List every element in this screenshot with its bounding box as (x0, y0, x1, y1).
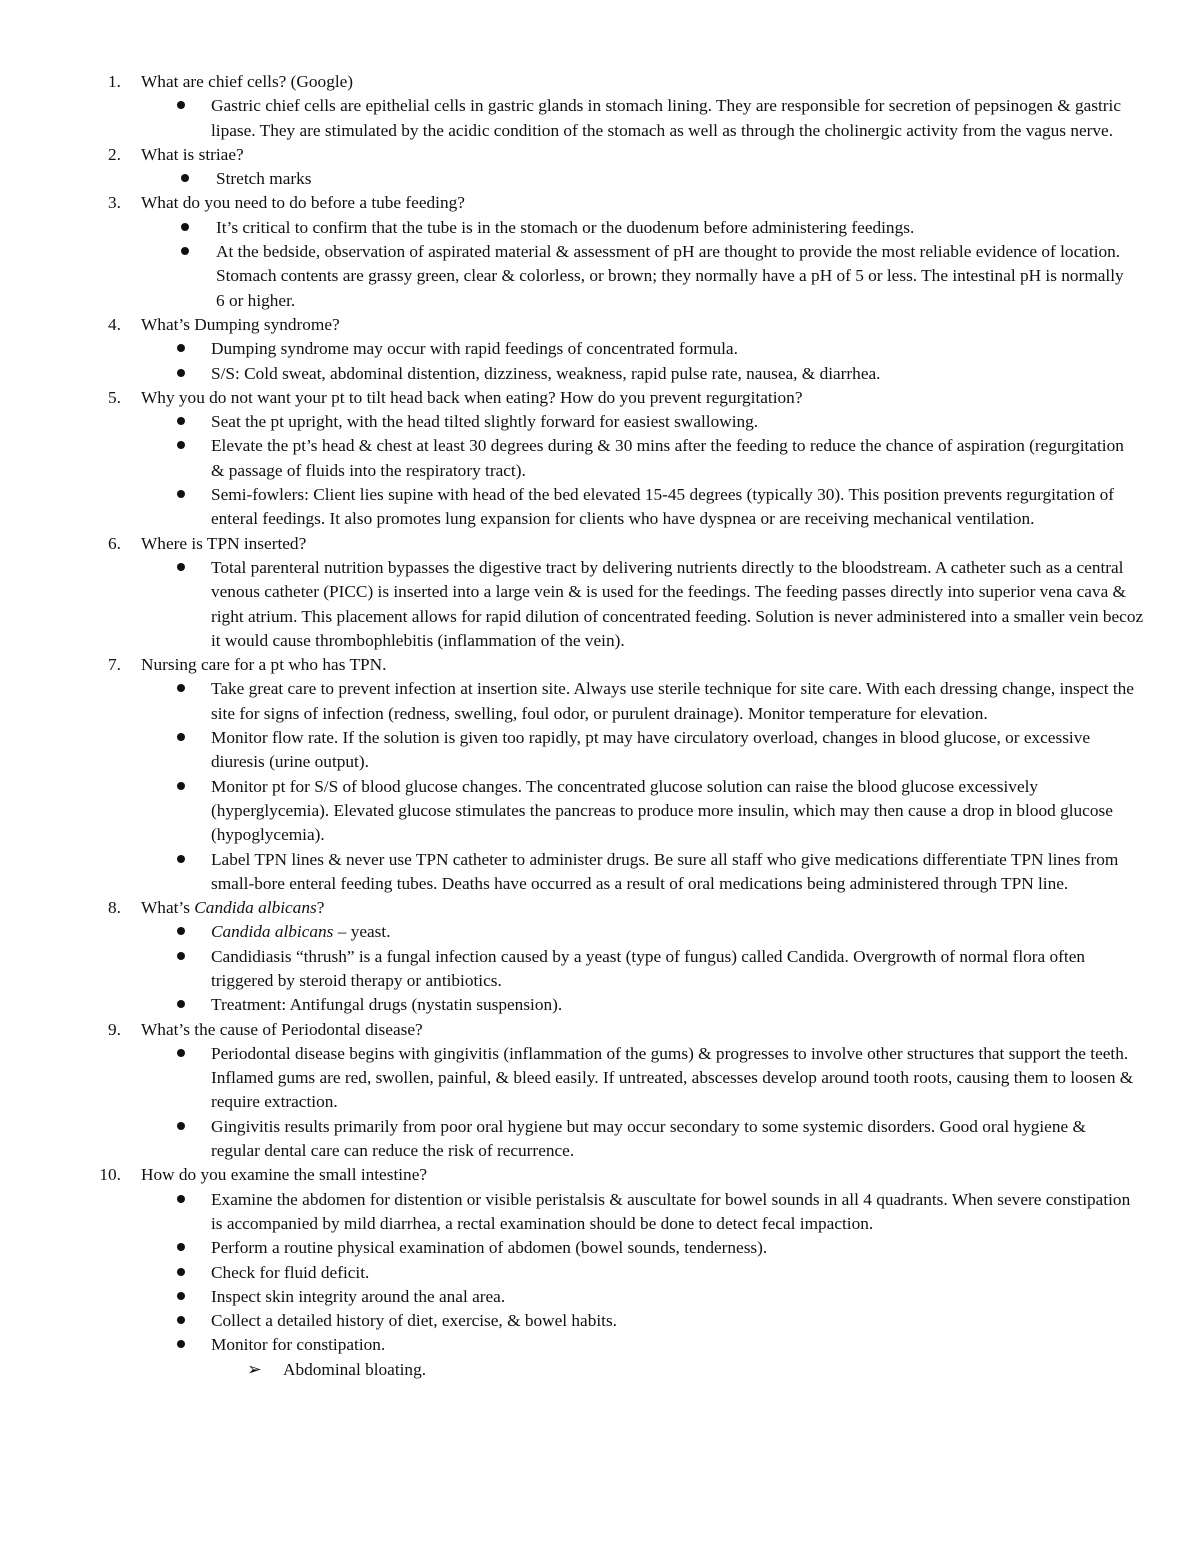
bullet-icon (177, 344, 185, 352)
question-line (0, 1018, 1200, 1042)
list-item (0, 216, 1200, 240)
question-4 (0, 313, 1200, 386)
question-line (0, 653, 1200, 677)
question-line (0, 70, 1200, 94)
question-text-italic: Candida albicans (194, 898, 317, 918)
bullet-text: Inspect skin integrity around the anal area. (211, 1286, 506, 1306)
bullet-icon (177, 782, 185, 790)
bullet-text: Total parenteral nutrition bypasses the digestive tract by delivering nutrients directly to the bloodstream. A catheter such as a central venous catheter (PICC) is inserted into a large vein & is used for the feedings. The feeding passes directly into superior vena cava & right atrium. This placement allows for rapid dilution of concentrated feeding. Solution is never administered into a smaller vein becoz it would cause thrombophlebitis (inflammation of the vein). (211, 557, 1144, 650)
question-number: 10. (99, 1165, 121, 1185)
question-number: 9. (108, 1019, 121, 1039)
question-text-pre: What’s (141, 898, 195, 918)
bullet-icon (177, 1292, 185, 1300)
list-item (0, 920, 1200, 944)
bullet-icon (177, 441, 185, 449)
bullet-text: Monitor pt for S/S of blood glucose changes. The concentrated glucose solution can raise the blood glucose excessively (hyperglycemia). Elevated glucose stimulates the pancreas to produce more insulin, which may then cause a drop in blood glucose (hypoglycemia). (211, 776, 1113, 845)
question-text: Why you do not want your pt to tilt head back when eating? How do you prevent regurgitation? (141, 387, 803, 407)
bullet-text: Periodontal disease begins with gingivitis (inflammation of the gums) & progresses to involve other structures that support the teeth. Inflamed gums are red, swollen, painful, & bleed easily. If untreated, abscesses develop around tooth roots, causing them to loosen & require extraction. (211, 1043, 1134, 1112)
sub-bullet-text: Abdominal bloating. (283, 1359, 427, 1379)
arrow-bullet-icon: ➢ (247, 1359, 262, 1379)
question-9 (0, 1018, 1200, 1164)
bullet-text: Examine the abdomen for distention or visible peristalsis & auscultate for bowel sounds in all 4 quadrants. When severe constipation is accompanied by mild diarrhea, a rectal examination should be done to detect fecal impaction. (211, 1189, 1131, 1233)
bullet-icon (177, 1340, 185, 1348)
bullet-text: Monitor for constipation. (211, 1335, 386, 1355)
bullet-text: Stretch marks (216, 169, 312, 189)
question-line (0, 143, 1200, 167)
bullet-text: Elevate the pt’s head & chest at least 30 degrees during & 30 mins after the feeding to reduce the chance of aspiration (regurgitation & passage of fluids into the respiratory tract). (211, 436, 1124, 480)
bullet-icon (181, 223, 189, 231)
bullet-icon (177, 1122, 185, 1130)
bullet-icon (177, 1195, 185, 1203)
bullet-text: Seat the pt upright, with the head tilted slightly forward for easiest swallowing. (211, 412, 759, 432)
list-item (0, 167, 1200, 191)
bullet-icon (177, 369, 185, 377)
bullet-text: Treatment: Antifungal drugs (nystatin suspension). (211, 995, 563, 1015)
bullet-icon (177, 1243, 185, 1251)
bullet-icon (177, 1268, 185, 1276)
bullet-icon (177, 927, 185, 935)
question-8 (0, 896, 1200, 1017)
bullet-text: S/S: Cold sweat, abdominal distention, dizziness, weakness, rapid pulse rate, nausea, & diarrhea. (211, 363, 881, 383)
question-line (0, 532, 1200, 556)
list-item (0, 434, 1200, 483)
question-number: 4. (108, 314, 121, 334)
question-number: 1. (108, 72, 121, 91)
list-item (0, 726, 1200, 775)
question-number: 6. (108, 533, 121, 553)
question-number: 3. (108, 193, 121, 213)
list-item (0, 483, 1200, 532)
question-number: 2. (108, 144, 121, 164)
bullet-text: Check for fluid deficit. (211, 1262, 370, 1282)
bullet-icon (177, 733, 185, 741)
question-text-post: ? (316, 898, 325, 918)
question-text: What is striae? (141, 144, 244, 164)
list-item (0, 1261, 1200, 1285)
question-text: What do you need to do before a tube feeding? (141, 193, 465, 213)
list-item (0, 1042, 1200, 1115)
question-text: What are chief cells? (Google) (141, 72, 354, 91)
bullet-text: Candidiasis “thrush” is a fungal infection caused by a yeast (type of fungus) called Candida. Overgrowth of normal flora often triggered by steroid therapy or antibiotics. (211, 946, 1086, 990)
bullet-text: Take great care to prevent infection at insertion site. Always use sterile technique for site care. With each dressing change, inspect the site for signs of infection (redness, swelling, foul odor, or purulent drainage). Monitor temperature for elevation. (211, 679, 1134, 723)
question-3 (0, 191, 1200, 312)
bullet-text-italic: Candida albicans (211, 922, 334, 942)
bullet-icon (181, 247, 189, 255)
list-item (0, 1115, 1200, 1164)
bullet-icon (177, 101, 185, 109)
question-number: 5. (108, 387, 121, 407)
list-item (0, 848, 1200, 897)
question-10 (0, 1163, 1200, 1382)
bullet-text: Collect a detailed history of diet, exercise, & bowel habits. (211, 1311, 617, 1331)
question-5 (0, 386, 1200, 532)
question-7 (0, 653, 1200, 896)
bullet-icon (177, 952, 185, 960)
bullet-text: Perform a routine physical examination of abdomen (bowel sounds, tenderness). (211, 1238, 768, 1258)
bullet-icon (177, 1316, 185, 1324)
bullet-icon (181, 174, 189, 182)
list-item (0, 1188, 1200, 1237)
bullet-text: At the bedside, observation of aspirated material & assessment of pH are thought to provide the most reliable evidence of location. Stomach contents are grassy green, clear & colorless, or brown; they normally have a pH of 5 or less. The intestinal pH is normally 6 or higher. (216, 242, 1124, 310)
question-text: How do you examine the small intestine? (141, 1165, 428, 1185)
question-2 (0, 143, 1200, 192)
bullet-text: Monitor flow rate. If the solution is given too rapidly, pt may have circulatory overload, changes in blood glucose, or excessive diuresis (urine output). (211, 728, 1091, 772)
list-item (0, 945, 1200, 994)
list-item (0, 94, 1200, 143)
list-item (0, 1309, 1200, 1333)
question-line (0, 386, 1200, 410)
question-1 (0, 70, 1200, 143)
question-line (0, 313, 1200, 337)
question-number: 7. (108, 655, 121, 675)
list-item (0, 1236, 1200, 1260)
list-item (0, 240, 1200, 313)
bullet-icon (177, 1049, 185, 1057)
question-number: 8. (108, 898, 121, 918)
document-page (0, 70, 1200, 1382)
question-text: Nursing care for a pt who has TPN. (141, 655, 387, 675)
list-item (0, 775, 1200, 848)
list-item (0, 337, 1200, 361)
list-item (0, 1333, 1200, 1357)
list-item (0, 556, 1200, 653)
bullet-icon (177, 417, 185, 425)
question-line (0, 896, 1200, 920)
question-text: What’s Dumping syndrome? (141, 314, 340, 334)
question-line (0, 191, 1200, 215)
list-item (0, 1285, 1200, 1309)
bullet-icon (177, 684, 185, 692)
list-item (0, 993, 1200, 1017)
question-6 (0, 532, 1200, 653)
question-line (0, 1163, 1200, 1187)
question-text: What’s the cause of Periodontal disease? (141, 1019, 423, 1039)
bullet-icon (177, 855, 185, 863)
bullet-text: – yeast. (333, 922, 391, 942)
bullet-icon (177, 490, 185, 498)
list-item (0, 362, 1200, 386)
sub-list-item (0, 1358, 1200, 1382)
bullet-text: Gastric chief cells are epithelial cells in gastric glands in stomach lining. They are responsible for secretion of pepsinogen & gastric lipase. They are stimulated by the acidic condition of the stomach as well as through the cholinergic activity from the vagus nerve. (211, 96, 1122, 140)
bullet-text: Semi-fowlers: Client lies supine with head of the bed elevated 15-45 degrees (typically 30). This position prevents regurgitation of enteral feedings. It also promotes lung expansion for clients who have dyspnea or are receiving mechanical ventilation. (211, 485, 1115, 529)
list-item (0, 677, 1200, 726)
question-text: Where is TPN inserted? (141, 533, 307, 553)
bullet-text: Gingivitis results primarily from poor oral hygiene but may occur secondary to some systemic disorders. Good oral hygiene & regular dental care can reduce the risk of recurrence. (211, 1116, 1086, 1161)
list-item (0, 410, 1200, 434)
bullet-icon (177, 563, 185, 571)
bullet-text: It’s critical to confirm that the tube is in the stomach or the duodenum before administering feedings. (216, 217, 915, 237)
bullet-text: Dumping syndrome may occur with rapid feedings of concentrated formula. (211, 339, 738, 359)
bullet-icon (177, 1000, 185, 1008)
bullet-text: Label TPN lines & never use TPN catheter to administer drugs. Be sure all staff who give medications differentiate TPN lines from small-bore enteral feeding tubes. Deaths have occurred as a result of oral medications being administered through TPN line. (211, 849, 1119, 893)
